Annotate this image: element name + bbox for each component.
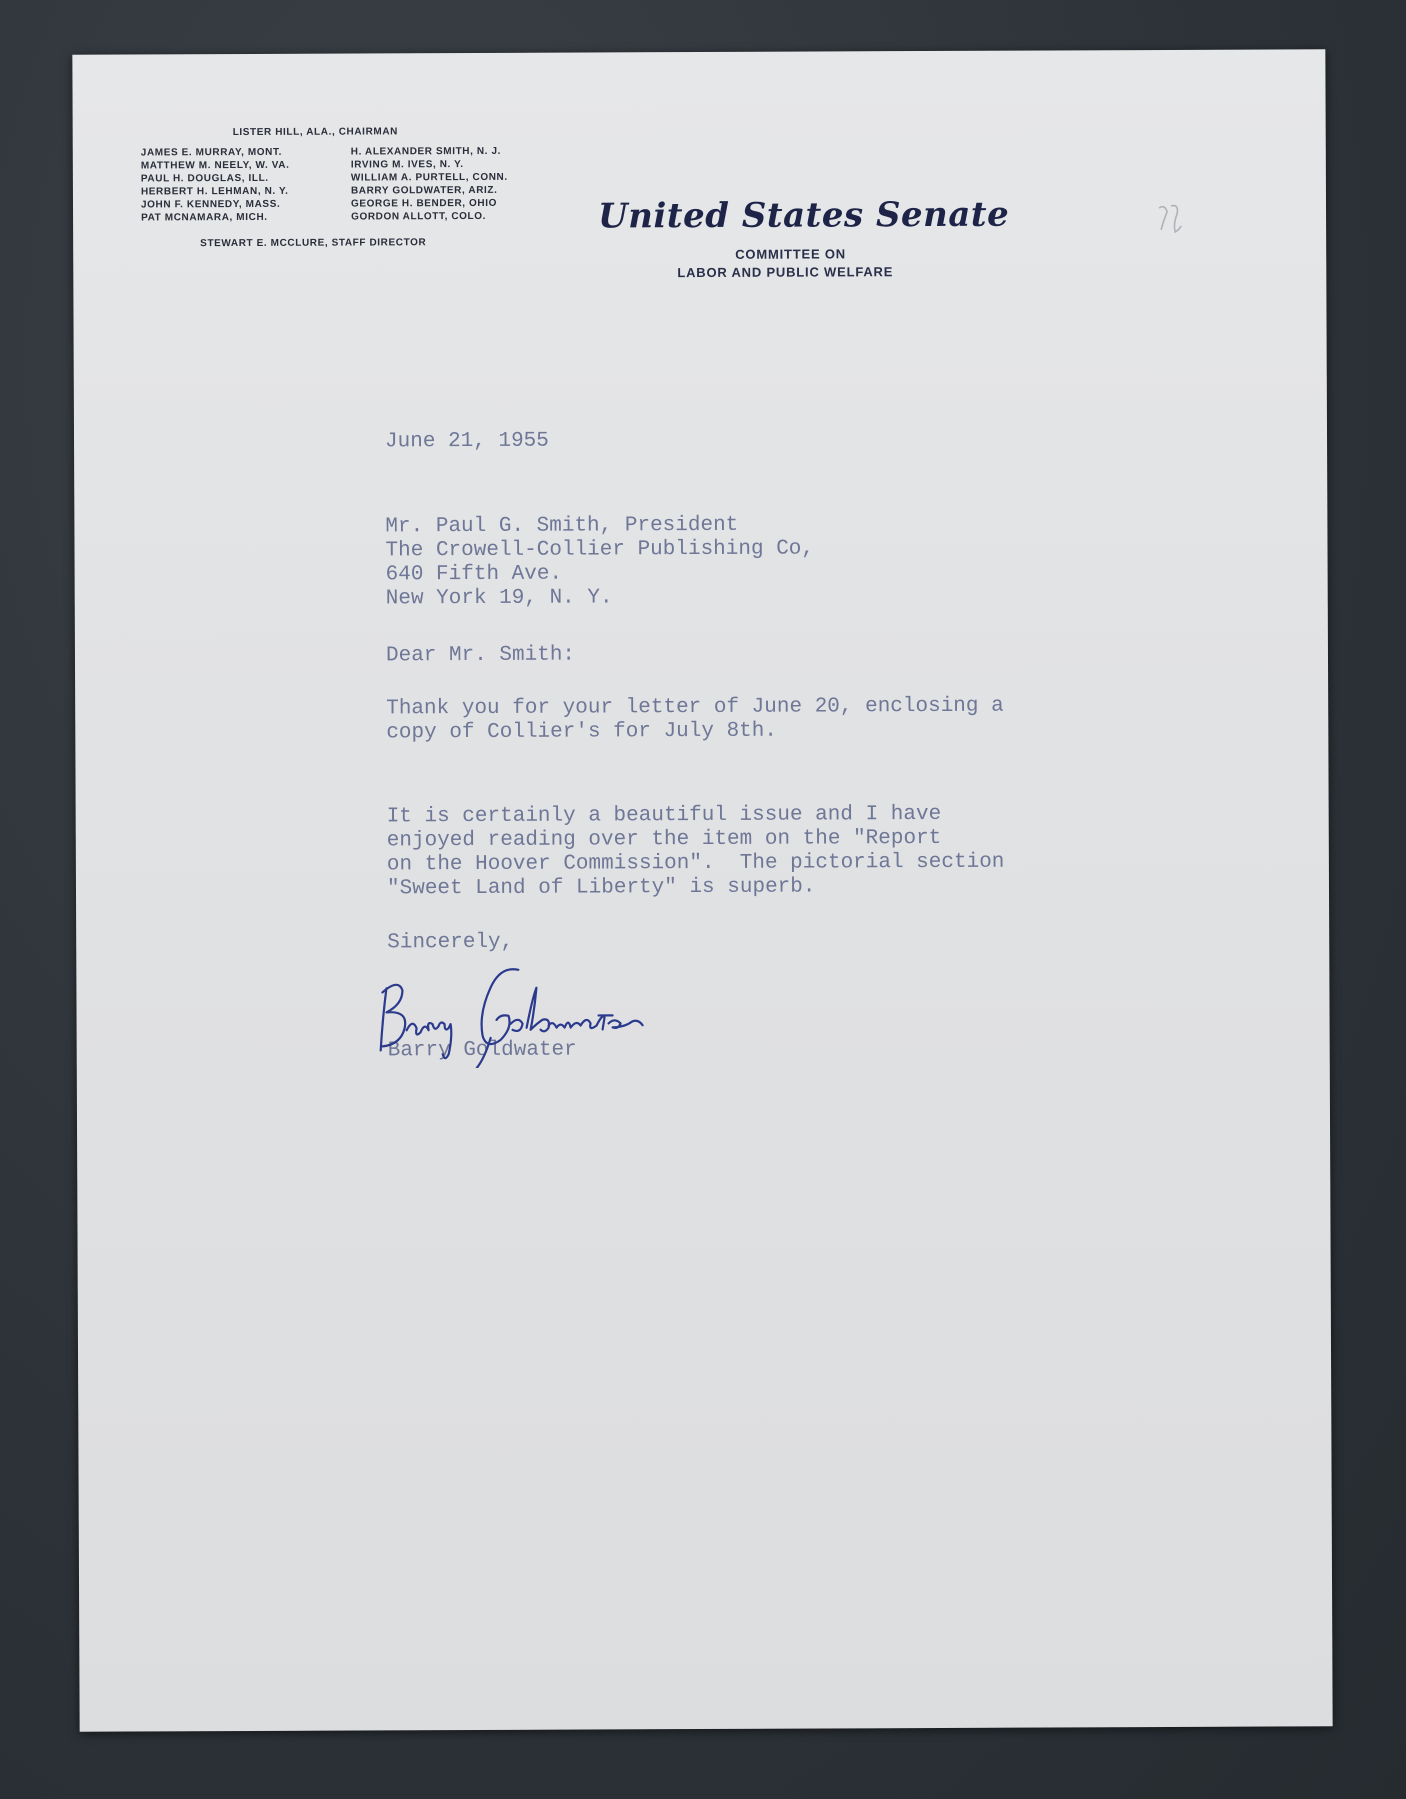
members-column-left: [141, 146, 290, 225]
paragraph-line: enjoyed reading over the item on the "Report: [386, 826, 942, 853]
address-line: 640 Fifth Ave.: [385, 562, 563, 587]
member-name: WILLIAM A. PURTELL, CONN.: [350, 171, 508, 184]
letter-date: June 21, 1955: [384, 429, 549, 454]
committee-line-2: LABOR AND PUBLIC WELFARE: [677, 264, 894, 281]
member-name: MATTHEW M. NEELY, W. VA.: [140, 159, 290, 172]
member-name: BARRY GOLDWATER, ARIZ.: [350, 184, 498, 197]
address-line: New York 19, N. Y.: [385, 586, 613, 611]
committee-line-1: COMMITTEE ON: [735, 246, 846, 262]
paragraph-line: "Sweet Land of Liberty" is superb.: [386, 875, 816, 901]
member-name: GEORGE H. BENDER, OHIO: [350, 197, 498, 210]
member-name: JOHN F. KENNEDY, MASS.: [140, 198, 281, 211]
body-paragraph-2: [387, 803, 1005, 902]
members-column-right: [351, 145, 508, 224]
salutation: Dear Mr. Smith:: [385, 643, 576, 668]
closing: Sincerely,: [387, 930, 514, 955]
member-name: PAUL H. DOUGLAS, ILL.: [140, 172, 269, 185]
pencil-mark: [1153, 200, 1187, 236]
typed-signature-name: Barry Goldwater: [387, 1038, 577, 1063]
handwritten-signature: [372, 957, 692, 1068]
letter-sheet: [72, 49, 1332, 1731]
address-line: Mr. Paul G. Smith, President: [385, 513, 739, 539]
letterhead-title: United States Senate: [597, 194, 1010, 237]
paragraph-line: copy of Collier's for July 8th.: [386, 719, 778, 745]
staff-director: STEWART E. MCCLURE, STAFF DIRECTOR: [200, 237, 427, 250]
member-name: IRVING M. IVES, N. Y.: [350, 159, 464, 171]
address-line: The Crowell-Collier Publishing Co,: [385, 537, 815, 563]
recipient-address: [385, 514, 814, 612]
paragraph-line: Thank you for your letter of June 20, enclosing a: [386, 694, 1004, 721]
paragraph-line: on the Hoover Commission". The pictorial section: [386, 850, 1005, 877]
member-name: GORDON ALLOTT, COLO.: [351, 210, 487, 223]
paragraph-line: It is certainly a beautiful issue and I have: [386, 802, 942, 829]
member-name: PAT MCNAMARA, MICH.: [141, 211, 268, 224]
member-name: HERBERT H. LEHMAN, N. Y.: [140, 185, 289, 198]
member-name: JAMES E. MURRAY, MONT.: [140, 146, 282, 159]
member-name: H. ALEXANDER SMITH, N. J.: [350, 145, 502, 158]
body-paragraph-1: [386, 695, 1004, 746]
committee-chairman: LISTER HILL, ALA., CHAIRMAN: [232, 126, 398, 139]
